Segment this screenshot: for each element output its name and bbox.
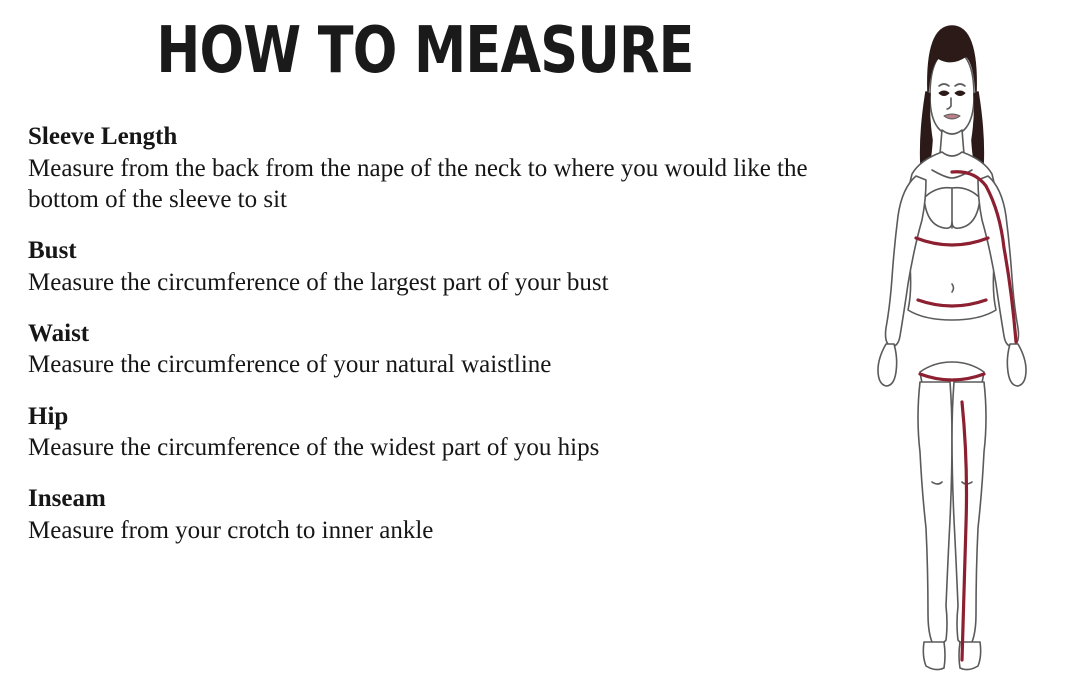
body-figure-illustration xyxy=(820,0,1080,689)
left-foot xyxy=(923,642,945,670)
left-leg xyxy=(918,382,952,644)
list-item xyxy=(28,319,848,381)
measurement-list xyxy=(28,122,848,567)
entry-term-waist: Waist xyxy=(28,319,90,347)
left-eye xyxy=(939,91,949,96)
list-item xyxy=(28,402,848,464)
entry-description-sleeve-length: Measure from the back from the nape of the neck to where you would like the bottom of the sleeve to sit xyxy=(28,154,808,213)
entry-term-inseam: Inseam xyxy=(28,485,106,513)
entry-description-waist: Measure the circumference of your natural waistline xyxy=(28,351,552,379)
head-shape xyxy=(930,50,974,136)
entry-description-hip: Measure the circumference of the widest part of you hips xyxy=(28,434,600,461)
left-hand xyxy=(878,344,897,386)
list-item xyxy=(28,484,848,546)
list-item xyxy=(28,122,848,215)
right-hand xyxy=(1007,344,1026,386)
entry-description-bust: Measure the circumference of the largest part of your bust xyxy=(28,268,609,296)
list-item xyxy=(28,236,848,298)
entry-term-sleeve-length: Sleeve Length xyxy=(28,123,178,150)
entry-description-inseam: Measure from your crotch to inner ankle xyxy=(28,516,434,544)
entry-term-bust: Bust xyxy=(28,237,77,264)
page-title: HOW TO MEASURE xyxy=(156,14,694,88)
right-eye xyxy=(955,91,965,96)
entry-term-hip: Hip xyxy=(28,402,69,430)
right-leg xyxy=(952,382,986,644)
